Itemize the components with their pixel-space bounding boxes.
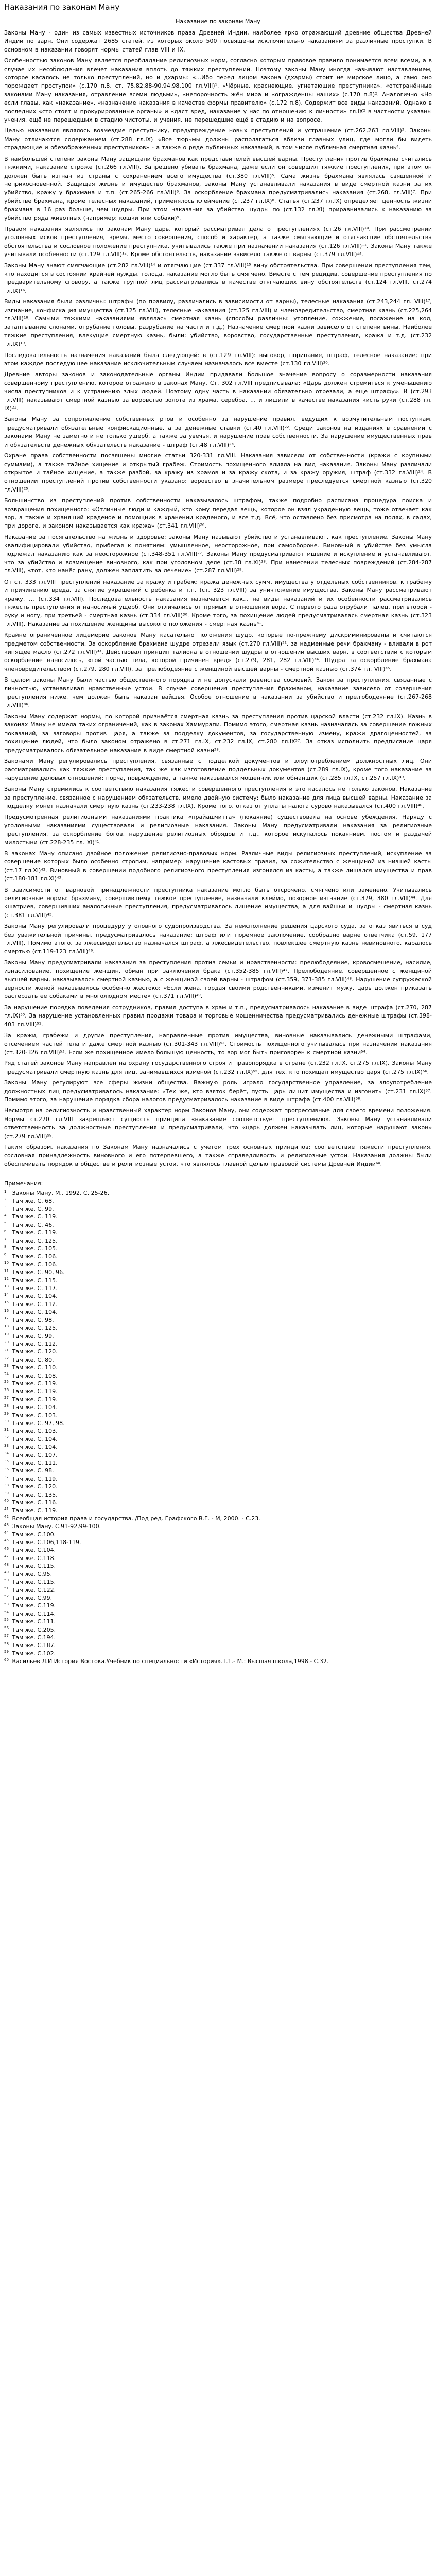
note-text: Там же. С. 112. xyxy=(12,1340,58,1347)
note-number: 4 xyxy=(4,1213,7,1217)
note-number: 40 xyxy=(4,1499,9,1503)
note-number: 15 xyxy=(4,1300,9,1305)
note-number: 28 xyxy=(4,1403,9,1408)
note-text: Там же. С. 99. xyxy=(12,1206,54,1212)
article-body xyxy=(4,29,432,1168)
note-item xyxy=(4,1554,432,1562)
note-text: Там же. С. 117. xyxy=(12,1285,58,1292)
note-number: 5 xyxy=(4,1221,7,1226)
note-text: Там же. С.99. xyxy=(12,1594,53,1601)
note-number: 47 xyxy=(4,1554,9,1559)
note-text: Там же. С. 120. xyxy=(12,1348,58,1355)
note-number: 55 xyxy=(4,1618,9,1622)
note-number: 21 xyxy=(4,1348,9,1352)
note-text: Там же. С. 106. xyxy=(12,1253,58,1260)
note-text: Там же. С. 125. xyxy=(12,1237,58,1244)
note-number: 33 xyxy=(4,1443,9,1448)
note-number: 10 xyxy=(4,1261,9,1265)
note-number: 13 xyxy=(4,1284,9,1289)
note-text: Там же. С.205. xyxy=(12,1626,56,1633)
note-item xyxy=(4,1491,432,1499)
note-number: 49 xyxy=(4,1570,9,1575)
note-item xyxy=(4,1213,432,1221)
paragraph: Крайне ограниченное лицемерие законов Ману касательно положения шудр, которые по-прежнему дискриминированы и считаются предметом собственности. За оскорбление брахмана шудре отрезали язык (ст.270 гл.VIII)³², за надменные речи брахману - вливали в рот кипящее масло (ст.272 гл.VIII)³³. Действовал принцип талиона в отношении шудры в отношении высших варн, в соответствии с которым оскорбление наносилось, «той частью тела, которой причинён вред» (ст.279, 281, 282 гл.VIII)³⁴. Шудра за оскорбление брахмана членовредительством (ст.279, 280 гл.VIII), за прелюбодеяние с женщиной высшей варны - смертной казнью (ст.374 гл. VIII)³⁵. xyxy=(4,632,432,672)
notes-list xyxy=(4,1189,432,1665)
note-item xyxy=(4,1268,432,1276)
note-number: 17 xyxy=(4,1316,9,1321)
paragraph: Ряд статей законов Ману направлен на охрану государственного строя и правопорядка в стране (ст.232 гл.IX, ст.275 гл.IX). Законы Ману предусматривали смертную казнь для лиц, занимавшихся изменой (ст.232 гл.IX)⁵⁵, для тех, кто похищал имущество царя (ст.275 гл.IX)⁵⁶. xyxy=(4,1060,432,1075)
note-number: 35 xyxy=(4,1459,9,1464)
note-item xyxy=(4,1467,432,1475)
note-item xyxy=(4,1229,432,1236)
note-item xyxy=(4,1245,432,1252)
note-text: Там же. С. 125. xyxy=(12,1325,58,1332)
note-item xyxy=(4,1634,432,1641)
note-item xyxy=(4,1610,432,1618)
paragraph: В законах Ману описано двойное положение религиозно-правовых норм. Различные виды религиозных преступлений, искупление за совершение которых было особенно строгим, например: нарушение кастовых правил, за сожительство с женщиной из низшей касты (ст.17 гл.XI)⁴². Виновный в совершении подобного религиозного преступления изгонялся из касты, а также лишался имущества и прав (ст.180-181 гл.XI)⁴³. xyxy=(4,850,432,883)
note-item xyxy=(4,1403,432,1411)
paragraph: За нарушение порядка поведения сотрудников, правил доступа в храм и т.п., предусматривалось наказание в виде штрафа (ст.270, 287 гл.IX)⁵⁰. За нарушение установленных правил продажи товара и торговые мошенничества предусматривались денежные штрафы (ст.398-403 гл.VIII)⁵¹. xyxy=(4,1004,432,1028)
note-item xyxy=(4,1324,432,1332)
note-number: 45 xyxy=(4,1538,9,1543)
note-text: Там же. С. 110. xyxy=(12,1364,58,1371)
paragraph: Несмотря на религиозность и нравственный характер норм Законов Ману, они содержат прогрессивные для своего времени положения. Нормы ст.270 гл.VIII закрепляют сущность принципа «наказание соответствует преступлению». Законы Ману устанавливали ответственность за должностные преступления и предусматривали, что «царь должен наказывать лиц, которые нарушают закон» (ст.279 гл.VIII)⁵⁹. xyxy=(4,1107,432,1140)
note-number: 54 xyxy=(4,1610,9,1615)
note-text: Там же. С. 115. xyxy=(12,1277,58,1284)
note-text: Там же. С. 119. xyxy=(12,1507,58,1514)
note-number: 11 xyxy=(4,1268,9,1273)
note-text: Там же. С. 107. xyxy=(12,1451,58,1459)
note-text: Там же. С. 119. xyxy=(12,1380,58,1387)
paragraph: Законы Ману содержат нормы, по которой признаётся смертная казнь за преступления против царской власти (ст.232 гл.IX). Казнь в законах Ману не имела таких ограничений, как в законах Хаммурапи. Помимо этого, смертная казнь назначалась за совершение ложных показаний, за заговоры против царя, а также за подделку документов, за государственную измену, кражи драгоценностей, за похищение людей, что было законом отражено в ст.271 гл.IX, ст.232 гл.IX, ст.280 гл.IX³⁷. За отказ исполнить предписание царя предусматривалось обязательное наказание в виде смертной казни³⁸. xyxy=(4,713,432,754)
note-text: Там же. С. 119. xyxy=(12,1388,58,1395)
note-number: 39 xyxy=(4,1490,9,1495)
note-item xyxy=(4,1427,432,1435)
note-text: Там же. С. 119. xyxy=(12,1213,58,1221)
note-text: Там же. С.194. xyxy=(12,1634,56,1641)
note-item xyxy=(4,1435,432,1443)
paragraph: Законы Ману стремились к соответствию наказания тяжести совершённого преступления и это касалось не только законов. Наказание за преступление, связанное с нарушением обязательств, имело двойную систему: было наказание для лица высшей варны. Наказание за подделку монет назначали смертную казнь (ст.233-238 гл.IX). Кроме того, отказ от уплаты налога сурово наказывался (ст.400 гл.VIII)⁴⁰. xyxy=(4,786,432,809)
note-text: Там же. С. 108. xyxy=(12,1372,58,1379)
note-number: 32 xyxy=(4,1435,9,1440)
note-text: Там же. С. 111. xyxy=(12,1460,58,1466)
note-text: Там же. С. 104. xyxy=(12,1293,58,1300)
note-text: Там же. С. 80. xyxy=(12,1356,54,1363)
paragraph: Законы Ману знают смягчающие (ст.282 гл.VIII)¹⁴ и отягчающие (ст.337 гл.VIII)¹⁵ вину обстоятельства. При совершении преступления тем, кто находится в состоянии крайней нужды, голода, наказание могло быть смягчено. Вместе с тем рецидив, совершение преступления по предварительному сговору, а также группой лиц рассматривались в качестве отягчающих вину обстоятельств (ст.124 гл.VIII, ст.274 гл.IX)¹⁶. xyxy=(4,262,432,294)
article-subtitle: Наказание по законам Ману xyxy=(176,18,260,25)
note-number: 43 xyxy=(4,1522,9,1527)
paragraph: Правом наказания являлись по законам Ману царь, который рассматривал дела о преступлениях (ст.26 гл.VIII)¹⁰. При рассмотрении уголовных исков преступления, время, место совершения, способ и характер, а также смягчающие и отягчающие обстоятельства обстоятельства и сословное положение преступника, учитывались также при назначении наказания (ст.126 гл.VIII)¹¹. Законы Ману также учитывали особенности (ст.129 гл.VIII)¹². Кроме обстоятельств, наказание зависело также от варны (ст.379 гл.VIII)¹³. xyxy=(4,225,432,258)
paragraph: Законами Ману регулировались преступления, связанные с подделкой документов и злоупотреблением должностных лиц. Они рассматривались как тяжкие преступления, так же как изготовление поддельных документов (ст.289 гл.IX), кроме того наказание за нарушение деловых отношений: порча, повреждение, а также наказывался мошенник или обманщик (ст.285 гл.IX, ст.257 гл.IX)³⁹. xyxy=(4,757,432,782)
note-number: 22 xyxy=(4,1356,9,1361)
note-item xyxy=(4,1387,432,1395)
note-number: 29 xyxy=(4,1411,9,1416)
paragraph: В зависимости от варновой принадлежности преступника наказание могло быть отсрочено, смягчено или заменено. Учитывались религиозные нормы: брахману, совершившему тяжкое преступление, назначали клеймо, позорное изгнание (ст.379, 380 гл.VIII)⁴⁴. Для кшатриев, совершивших аналогичные преступления, предусматривалось лишение имущества, а для вайшьи и шудры - смертная казнь (ст.381 гл.VIII)⁴⁵. xyxy=(4,886,432,919)
note-text: Там же. С.118. xyxy=(12,1554,56,1562)
note-text: Там же. С. 120. xyxy=(12,1483,58,1490)
note-number: 34 xyxy=(4,1451,9,1455)
note-text: Там же. С. 103. xyxy=(12,1412,58,1419)
note-number: 18 xyxy=(4,1324,9,1329)
note-item xyxy=(4,1348,432,1355)
note-number: 19 xyxy=(4,1332,9,1336)
note-number: 42 xyxy=(4,1515,9,1519)
note-text: Там же. С. 116. xyxy=(12,1499,58,1506)
note-item xyxy=(4,1284,432,1292)
note-text: Там же. С. 135. xyxy=(12,1491,58,1498)
note-text: Там же. С. 119. xyxy=(12,1396,58,1403)
note-text: Там же. С. 103. xyxy=(12,1428,58,1435)
paragraph: За кражи, грабежи и другие преступления, направленные против имущества, виновные наказывались денежными штрафами, отсечением частей тела и даже смертной казнью (ст.301-343 гл.VIII)⁵². Стоимость похищенного учитывалась при назначении наказания (ст.320-326 гл.VIII)⁵³. Если же похищенное имело большую ценность, то вор мог быть приговорён к смертной казни⁵⁴. xyxy=(4,1032,432,1056)
note-number: 25 xyxy=(4,1380,9,1384)
note-item xyxy=(4,1594,432,1602)
note-number: 51 xyxy=(4,1586,9,1590)
note-item xyxy=(4,1277,432,1284)
note-number: 60 xyxy=(4,1657,9,1662)
note-item xyxy=(4,1483,432,1490)
note-text: Там же. С. 119. xyxy=(12,1229,58,1236)
note-item xyxy=(4,1570,432,1578)
note-text: Там же. С.187. xyxy=(12,1642,56,1649)
note-item xyxy=(4,1546,432,1554)
paragraph: Законы Ману регулируют все сферы жизни общества. Важную роль играло государственное управление, за злоупотребление должностных лиц предусматривалось наказание: «Тех же, кто взяток берёт, пусть царь лишит имущества и изгонит» (ст.231 гл.IX)⁵⁷. Помимо этого, за нарушение порядка сбора налогов предусматривалось наказание в виде штрафа (ст.400 гл.VIII)⁵⁸. xyxy=(4,1079,432,1103)
note-item xyxy=(4,1332,432,1340)
paragraph: Особенностью законов Ману является преобладание религиозных норм, согласно которым правовое правило понимается всем всеми, а в случае их несоблюдения влечёт наказания вплоть до тяжких преступлений. Поэтому законы Ману иногда называют наставлением, которое касалось не только преступлений, но и дхармы: «...Ибо перед лицом закона (дхармы) стоит не мирское лицо, а само оно порождает проступок» (с.170 п.8, ст. 75,82,88-90,94,98,100 гл.VIII)¹. «Чёрные, краснеющие, угнетающие преступника», «отстранённые законами Ману наказания, отравление всеми людьми», «непорочность жён мира и «огражденцы наших» (с.170 п.8)². Аналогично «Но если главы, как «наказание», «назначение наказания в качестве формы правителю» (с.172 п.8). Содержит все виды наказаний. Однако в последних «сто стоят и прокурированные органы» и «даст вред, наказание у нас по отношению к личности» гл.IX² в частности указаны учения, ещё не перешедших в стадию чистоты, и учения, не перешедшие ещё в стадию и на вопросе. xyxy=(4,57,432,124)
note-number: 12 xyxy=(4,1277,9,1281)
paragraph: Древние авторы законов и законодательные органы Индии придавали большое значение вопросу о соразмерности наказания совершённому преступлению, которое отражено в законах Ману. Ст. 302 гл.VIII предписывала: «Царь должен стремиться к уменьшению числа преступников и к устранению злых людей. Поэтому одну часть в наказании обязательно отрезали, а ещё штрафу». В (ст.293 гл.VIII) наказывают смертной казнью за воровство золота из храма, серебра, ... и лишили в качестве наказания кисть руки (ст.288 гл. IX)²¹. xyxy=(4,371,432,412)
paragraph: Предусмотренная религиозными наказаниями практика «прайашчитта» (покаяние) существовала на основе убеждения. Наряду с уголовными наказаниями существовали и религиозные наказания. Законы Ману предусматривали наказания за религиозные преступления, за оскорбление богов, нарушение религиозных обрядов и т.д., которое искупалось покаянием, постом и раздачей милостыни (ст.228-235 гл. XI)⁴¹. xyxy=(4,814,432,846)
note-text: Там же. С.114. xyxy=(12,1610,56,1617)
paragraph: Законы Ману - один из самых известных источников права Древней Индии, наиболее ярко отражающий древние общества Древней Индии по варн. Они содержат 2685 статей, из которых около 500 посвящены исключительно наказаниям за различные проступки. В основном в наказании говорят нормы статей глав VIII и IX. xyxy=(4,29,432,53)
paragraph: Целью наказания являлось возмездие преступнику, предупреждение новых преступлений и устрашение (ст.262,263 гл.VIII)³. Законы Ману отличаются содержанием (ст.288 гл.IX) «Все тюрьмы должны располагаться вблизи главных улиц, где могли бы видеть страдающие и обезображенных преступников» - а также о ряде публичных наказаний, в том числе публичная смертная казнь⁴. xyxy=(4,127,432,151)
note-item xyxy=(4,1531,432,1538)
note-number: 16 xyxy=(4,1308,9,1313)
paragraph: Большинство из преступлений против собственности наказывалось штрафом, также подробно расписана процедура поиска и возвращения похищенного: «Отличные люди и каждый, кто кому передал вещь, которое он взял украденную вещь, тоже отвечает как вор, а также и хранящий краденое и помощник в хранении краденого, и все т.д. Всё, что оставлено без присмотра на полях, в садах, при дороге, и законом наказывается как кража» (ст.341 гл.VIII)²⁶. xyxy=(4,497,432,530)
note-item xyxy=(4,1443,432,1451)
note-number: 31 xyxy=(4,1427,9,1432)
note-item xyxy=(4,1396,432,1403)
note-item xyxy=(4,1372,432,1380)
note-text: Там же. С. 112. xyxy=(12,1300,58,1308)
note-text: Там же. С.115. xyxy=(12,1579,56,1586)
paragraph: Последовательность назначения наказаний была следующей: в (ст.129 гл.VIII): выговор, порицание, штраф, телесное наказание; при этом каждое последующее наказание исключительным случаем назначалось все вместе (ст.130 гл.VIII)²⁰. xyxy=(4,351,432,367)
note-text: Там же. С.106,118-119. xyxy=(12,1539,81,1546)
note-item xyxy=(4,1459,432,1467)
note-item xyxy=(4,1300,432,1308)
note-text: Там же. С. 98. xyxy=(12,1467,54,1475)
note-number: 2 xyxy=(4,1197,7,1201)
note-item xyxy=(4,1292,432,1300)
note-number: 58 xyxy=(4,1641,9,1646)
note-text: Там же. С. 104. xyxy=(12,1435,58,1443)
note-number: 6 xyxy=(4,1229,7,1233)
note-item xyxy=(4,1419,432,1427)
page-title: Наказания по законам Ману xyxy=(4,3,120,12)
note-item xyxy=(4,1197,432,1205)
note-text: Там же. С.95. xyxy=(12,1570,53,1578)
note-item xyxy=(4,1602,432,1609)
note-number: 26 xyxy=(4,1387,9,1392)
paragraph: В целом законы Ману были частью общественного порядка и не допускали равенства сословий. Закон за преступления, связанные с личностью, устанавливал нравственные устои. В случае совершения преступления брахманом, наказание зависело от совершения преступления ниже, чем должен быть наказан вайшья. Особое отношение в наказании за убийство и прелюбодеяние (ст.267-268 гл.VIII)³⁶. xyxy=(4,676,432,709)
note-number: 9 xyxy=(4,1252,7,1257)
note-text: Там же. С.119. xyxy=(12,1602,56,1609)
note-text: Там же. С. 68. xyxy=(12,1197,54,1205)
note-number: 41 xyxy=(4,1506,9,1511)
note-item xyxy=(4,1499,432,1506)
note-item xyxy=(4,1515,432,1522)
note-text: Там же. С.115. xyxy=(12,1563,56,1570)
note-number: 7 xyxy=(4,1236,7,1241)
note-number: 1 xyxy=(4,1189,7,1194)
note-text: Там же. С. 104. xyxy=(12,1444,58,1451)
note-text: Там же. С. 98. xyxy=(12,1316,54,1324)
paragraph: Таким образом, наказания по Законам Ману назначались с учётом трёх основных принципов: соответствие тяжести преступления, сословная принадлежность виновного и его потерпевшего, а также справедливость и религиозные устои. Наказания должны были обеспечивать порядок в обществе и религиозные устои, что являлось главной целью правовой системы Древней Индии⁶⁰. xyxy=(4,1143,432,1167)
note-number: 14 xyxy=(4,1292,9,1297)
note-item xyxy=(4,1205,432,1213)
notes-heading: Примечания: xyxy=(4,1180,43,1188)
note-item xyxy=(4,1578,432,1586)
note-number: 36 xyxy=(4,1467,9,1471)
note-number: 37 xyxy=(4,1475,9,1480)
note-item xyxy=(4,1475,432,1483)
note-item xyxy=(4,1650,432,1657)
note-number: 46 xyxy=(4,1546,9,1551)
note-item xyxy=(4,1340,432,1348)
note-item xyxy=(4,1189,432,1197)
note-number: 20 xyxy=(4,1340,9,1345)
note-number: 50 xyxy=(4,1578,9,1583)
note-item xyxy=(4,1261,432,1268)
note-item xyxy=(4,1356,432,1364)
note-text: Там же. С. 97, 98. xyxy=(12,1419,65,1427)
note-text: Там же. С. 46. xyxy=(12,1221,54,1228)
note-text: Там же. С.102. xyxy=(12,1650,56,1657)
note-item xyxy=(4,1316,432,1324)
note-item xyxy=(4,1308,432,1316)
note-text: Там же. С. 106. xyxy=(12,1261,58,1268)
paragraph: От ст. 333 гл.VIII преступлений наказание за кражу и грабёж: кража денежных сумм, имущества у отдельных собственников, к грабежу и причинению вреда, за снятие украшений с ребёнка и т.п. (ст. 323 гл.VIII) за уничтожение имущества. Законы Ману рассматривают кражу, ... (ст.334 гл.VIII). Последовательность наказания назначается как... на виды наказаний и их особенности рассматривались тяжесть преступления и наносимый ущерб. Они отличались от прямых в отношении вора. С первого раза отрубали палец, при второй - руку и ногу, при третьей - смертная казнь (ст.334 гл.VIII)³⁰. Кроме того, за похищение людей предусматривалась смертная казнь (ст.323 гл.VIII). Наказание за похищение женщины высокого положения - смертная казнь³¹. xyxy=(4,578,432,628)
note-item xyxy=(4,1562,432,1570)
note-number: 3 xyxy=(4,1205,7,1210)
note-text: Всеобщая история права и государства. /Под ред. Графского В.Г. - М, 2000. - С.23. xyxy=(12,1515,260,1522)
note-number: 59 xyxy=(4,1650,9,1654)
note-number: 48 xyxy=(4,1562,9,1567)
paragraph: Наказание за посягательство на жизнь и здоровье: законы Ману называют убийство и устанавливают, как преступление. Законы Ману квалифицировали убийство, прибегая к понятиям: умышленное, неосторожное, при самообороне. Виновный в убийстве без умысла подлежал наказанию как за неосторожное (ст.348-351 гл.VIII)²⁷. Законы Ману предусматривают мщение и искупление и устанавливают, что за убийство и возмещение виновного, как при уголовном деле (ст.38 гл.XI)²⁸. При нанесении телесных повреждений (ст.284-287 гл.VIII), «тот, кто нанёс рану, должен заплатить за лечение» (ст.287 гл.VIII)²⁹. xyxy=(4,533,432,574)
note-number: 44 xyxy=(4,1531,9,1535)
note-text: Там же. С. 104. xyxy=(12,1404,58,1411)
note-item xyxy=(4,1364,432,1371)
paragraph: Законы Ману регулировали процедуру уголовного судопроизводства. За неисполнение решения царского суда, за отказ явиться в суд без уважительной причины, предусматривалось наказание: штраф или тюремное заключение, сообразно варне ответчика (ст.59, 177 гл.VIII). Помимо этого, за лжесвидетельство назначался штраф, а лжесвидетельство, повлёкшее смертную казнь невиновного, каралось смертью (ст.119-123 гл.VIII)⁴⁶. xyxy=(4,923,432,955)
note-item xyxy=(4,1641,432,1649)
note-text: Там же. С. 99. xyxy=(12,1332,54,1340)
note-text: Законы Ману. М., 1992. С. 25-26. xyxy=(12,1190,110,1197)
note-number: 23 xyxy=(4,1364,9,1368)
note-text: Там же. С. 104. xyxy=(12,1309,58,1316)
note-text: Васильев Л.И История Востока.Учебник по специальности «История».Т.1.- М.: Высшая школа,1998.- С.32. xyxy=(12,1658,329,1665)
note-item xyxy=(4,1618,432,1625)
note-number: 8 xyxy=(4,1245,7,1249)
note-item xyxy=(4,1657,432,1665)
note-text: Законы Ману. С.91-92,99-100. xyxy=(12,1523,101,1530)
note-text: Там же. С.122. xyxy=(12,1586,56,1594)
note-text: Там же. С.100. xyxy=(12,1531,56,1538)
note-item xyxy=(4,1451,432,1459)
note-text: Там же. С.104. xyxy=(12,1547,56,1554)
note-number: 38 xyxy=(4,1483,9,1487)
paragraph: Законы Ману предусматривали наказания за преступления против семьи и нравственности: прелюбодеяние, кровосмешение, насилие, изнасилование, похищение женщин, обман при заключении брака (ст.352-385 гл.VIII)⁴⁷. Прелюбодеяние, совершённое с женщиной высшей варны, наказывалось смертной казнью, а с женщиной своей варны - штрафом (ст.359, 371-385 гл.VIII)⁴⁸. Нарушение супружеской верности женой наказывалось особенно жестоко: «Если жена, гордая своими родственниками, изменит мужу, царь должен приказать растерзать её собаками в многолюдном месте» (ст.371 гл.VIII)⁴⁹. xyxy=(4,959,432,1000)
paragraph: В наибольшей степени законы Ману защищали брахманов как представителей высшей варны. Преступления против брахмана считались тяжкими, наказание строже (ст.266 гл.VIII). Запрещено убивать брахмана, даже если он совершил тяжкие преступления, при этом он должен быть изгнан из страны с сохранением всего имущества (ст.380 гл.VIII)⁵. Сама жизнь брахмана являлась священной и неприкосновенной. Защищая жизнь и имущество брахманов, законы Ману устанавливали наказания в виде смертной казни за их убийство, кражу у брахмана и т.п. (ст.265-266 гл.VIII)⁶. За оскорбление брахмана предусматривались наказания (ст.268, гл.VIII)⁷. При убийстве брахмана, кроме телесных наказаний, применялось клеймение (ст.237 гл.IX)⁸. Статья (ст.237 гл.IX) определяет ценность жизни брахмана в 16 раз больше, чем шудры. При этом наказания за убийство шудры по (ст.132 гл.XI) приравнивались к наказанию за убийство ряда животных (например: кошки или собаки)⁹. xyxy=(4,155,432,222)
note-text: Там же. С. 119. xyxy=(12,1475,58,1482)
note-number: 56 xyxy=(4,1625,9,1630)
note-text: Там же. С. 105. xyxy=(12,1245,58,1252)
note-item xyxy=(4,1538,432,1546)
note-number: 27 xyxy=(4,1396,9,1400)
note-item xyxy=(4,1252,432,1260)
note-number: 53 xyxy=(4,1602,9,1606)
note-text: Там же. С. 90, 96. xyxy=(12,1269,65,1276)
note-item xyxy=(4,1412,432,1419)
note-text: Там же. С.111. xyxy=(12,1618,56,1625)
paragraph: Виды наказания были различны: штрафы (по правилу, различались в зависимости от варны), телесные наказания (ст.243,244 гл. VIII)¹⁷, изгнание, конфискация имущества (ст.125 гл.VIII), телесные наказания (ст.125 гл.VIII) и членовредительство, смертная казнь (ст.225,264 гл.VIII)¹⁸. Самыми тяжкими наказаниями являлась смертная казнь (способы различны: утопление, сожжение, посажение на кол, затаптывание слонами, отрубание головы, разрубание на части и т.д.) Назначение смертной казни зависело от степени вины. Наиболее тяжкие преступления, влекущие смертную казнь, были: убийство, воровство, государственные преступления, кража и т.д. (ст.232 гл.IX)¹⁹. xyxy=(4,298,432,348)
note-number: 52 xyxy=(4,1594,9,1599)
note-item xyxy=(4,1237,432,1245)
paragraph: Законы Ману за сопротивление собственных ртов и особенно за нарушение правил, ведущих к возмутительным поступкам, предусматривали обязательные конфискационные, а за денежные ставки (ст.40 гл.VIII)²². Среди законов на изданиях в сравнении с законами Ману не заметно и не только ущерб, а также за увечья, и нарушение прав собственности. За нарушение имущественных прав и обязательств денежных обязательств наказание - штраф (ст.48 гл.VIII)²³. xyxy=(4,416,432,448)
note-number: 30 xyxy=(4,1419,9,1424)
note-item xyxy=(4,1506,432,1514)
note-item xyxy=(4,1380,432,1387)
note-number: 24 xyxy=(4,1371,9,1376)
note-number: 57 xyxy=(4,1634,9,1638)
note-item xyxy=(4,1626,432,1634)
paragraph: Охране права собственности посвящены многие статьи 320-331 гл.VIII. Наказания зависели от собственности (кражи с крупными суммами), а также тайное хищение и открытый грабеж. Стоимость похищенного влияла на вид наказания. Законы Ману различали открытое и тайное хищение, а также разбой, за кражу из храмов и за кражу скота, и за кражу оружия, штраф (ст.332 гл.VIII)²⁴. В отношении преступлений против собственности указано: воровство в значительном размере преследуется смертной казнью (ст.320 гл.VIII)²⁵. xyxy=(4,452,432,493)
note-item xyxy=(4,1221,432,1229)
note-item xyxy=(4,1586,432,1594)
note-item xyxy=(4,1522,432,1530)
